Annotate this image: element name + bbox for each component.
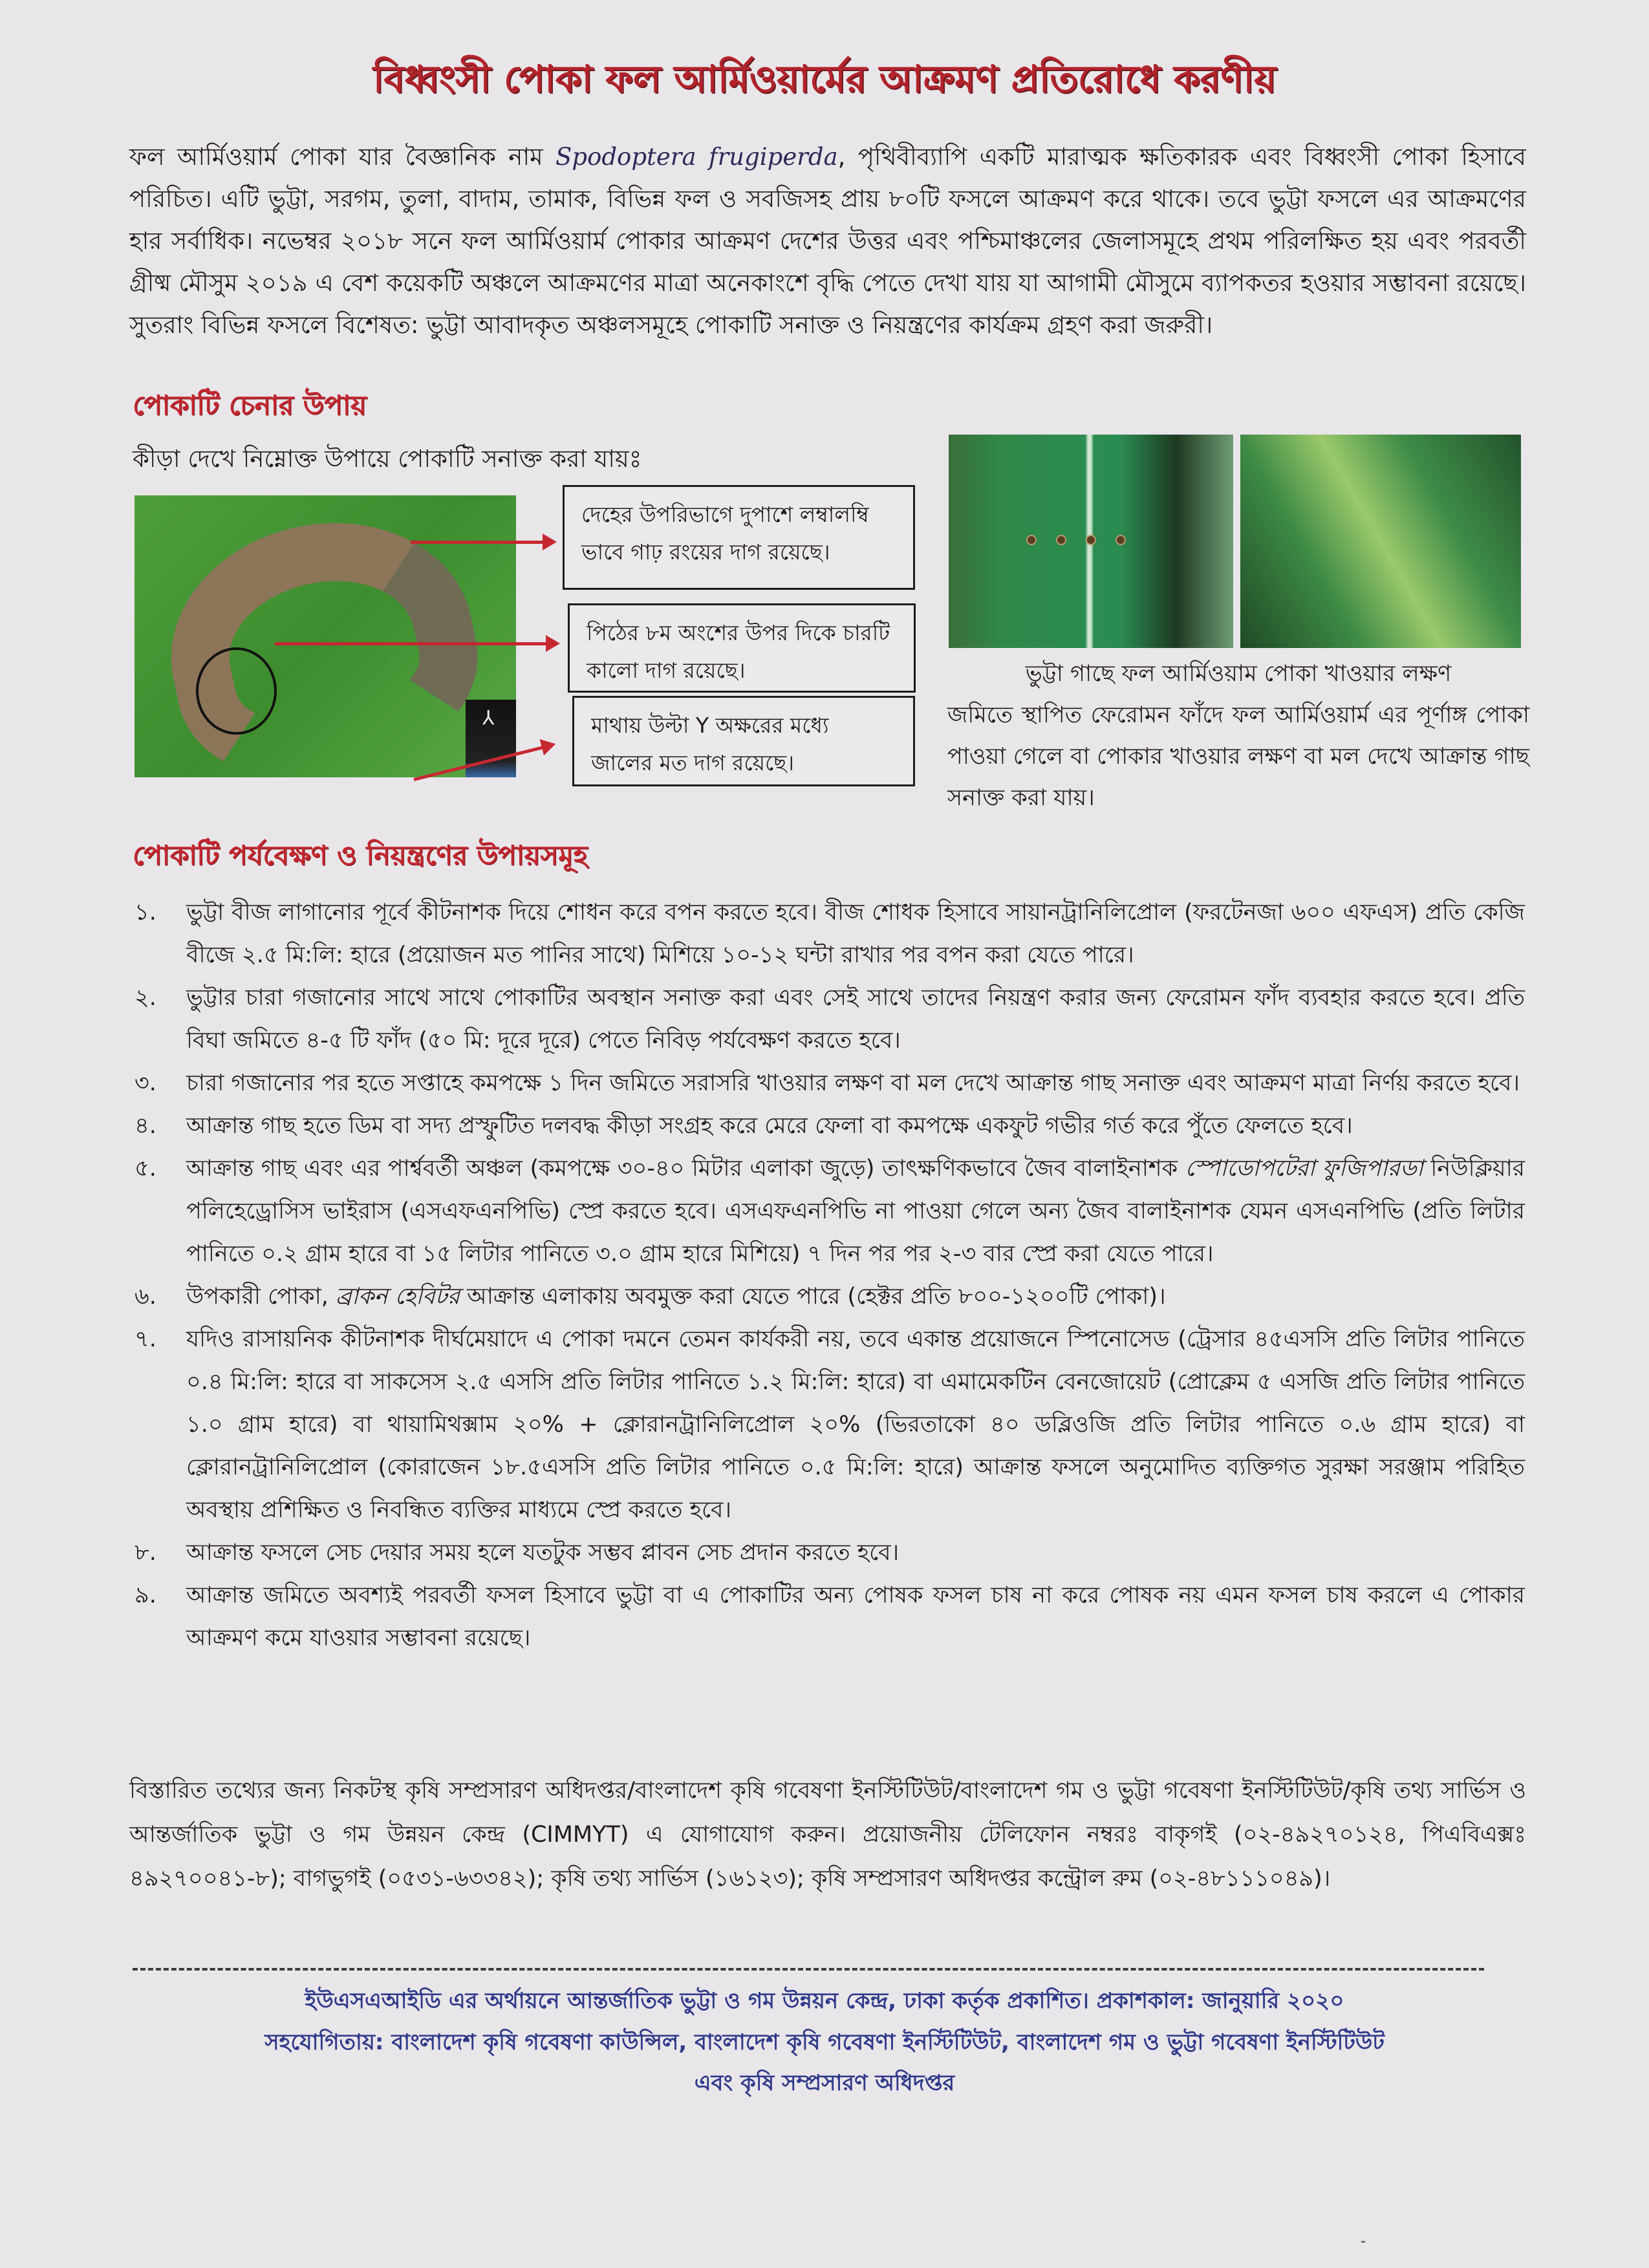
intro-text-rest: , পৃথিবীব্যাপি একটি মারাত্মক ক্ষতিকারক এবং বিধ্বংসী পোকা হিসাবে পরিচিত। এটি ভুট্টা, সরগম, তুলা, বাদাম, তামাক, বিভিন্ন ফল ও সবজিসহ প্রায় ৮০টি ফসলে আক্রমণ করে থাকে। তবে ভুট্টা ফসলে এর আক্রমণের হার সর্বাধিক। নভেম্বর ২০১৮ সনে ফল আর্মিওয়ার্ম পোকার আক্রমণ দেশের উত্তর এবং পশ্চিমাঞ্চলের জেলাসমূহে প্রথম পরিলক্ষিত হয় এবং পরবর্তী গ্রীষ্ম মৌসুম ২০১৯ এ বেশ কয়েকটি অঞ্চলে আক্রমণের মাত্রা অনেকাংশে বৃদ্ধি পেতে দেখা যায় যা আগামী মৌসুমে ব্যাপকতর হওয়ার সম্ভাবনা রয়েছে। সুতরাং বিভিন্ন ফসলে বিশেষত: ভুট্টা আবাদকৃত অঞ্চলসমূহে পোকাটি সনাক্ত ও নিয়ন্ত্রণের কার্যক্রম গ্রহণ করা জরুরী। [129,143,1526,339]
list-item [135,1147,1525,1275]
item-text: আক্রান্ত গাছ হতে ডিম বা সদ্য প্রস্ফুটিত দলবদ্ধ কীড়া সংগ্রহ করে মেরে ফেলা বা কমপক্ষে একফুট গভীর গর্ত করে পুঁতে ফেলতে হবে। [186,1113,1353,1139]
callout-arrow-2 [275,642,556,645]
larva-body-shape [148,495,497,777]
intro-paragraph [129,136,1526,346]
item-text [186,1275,1525,1318]
control-measures-list [135,891,1525,1659]
callout-four-black-spots: পিঠের ৮ম অংশের উপর দিকে চারটি কালো দাগ রয়েছে। [568,603,916,693]
document-title: বিধ্বংসী পোকা ফল আর্মিওয়ার্মের আক্রমণ প্রতিরোধে করণীয় [372,57,1277,101]
list-item [135,977,1525,1062]
item-number: ৩. [135,1070,156,1096]
item-number: ৮. [135,1540,156,1566]
pheromone-trap-note: জমিতে স্থাপিত ফেরোমন ফাঁদে ফল আর্মিওয়ার্ম এর পূর্ণাঙ্গ পোকা পাওয়া গেলে বা পোকার খাওয়ার লক্ষণ বা মল দেখে আক্রান্ত গাছ সনাক্ত করা যায়। [947,702,1529,811]
callout-body-stripes: দেহের উপরিভাগে দুপাশে লম্বালম্বি ভাবে গাঢ় রংয়ের দাগ রয়েছে। [563,485,915,590]
identify-subtext: কীড়া দেখে নিম্নোক্ত উপায়ে পোকাটি সনাক্ত করা যায়ঃ [133,445,642,473]
list-item [135,1318,1525,1531]
collaborators-line-2: এবং কৃষি সম্প্রসারণ অধিদপ্তর [694,2070,955,2096]
leaf-holes [1026,535,1145,548]
photo-caption-block [947,653,1529,819]
photo-caption: ভুট্টা গাছে ফল আর্মিওয়াম পোকা খাওয়ার লক্ষণ [1025,661,1452,687]
list-item [135,1275,1525,1318]
item-text-rest: নিউক্লিয়ার পলিহেড্রোসিস ভাইরাস (এসএফএনপিভি) স্প্রে করতে হবে। এসএফএনপিভি না পাওয়া গেলে অন্য জৈব বালাইনাশক যেমন এসএনপিভি (প্রতি লিটার পানিতে ০.২ গ্রাম হারে বা ১৫ লিটার পানিতে ৩.০ গ্রাম হারে মিশিয়ে) ৭ দিন পর পর ২-৩ বার স্প্রে করা যেতে পারে। [186,1156,1525,1267]
intro-text-start: ফল আর্মিওয়ার্ম পোকা যার বৈজ্ঞানিক নাম [129,143,556,171]
item-text: আক্রান্ত জমিতে অবশ্যই পরবর্তী ফসল হিসাবে ভুট্টা বা এ পোকাটির অন্য পোষক ফসল চাষ না করে পোষক নয় এমন ফসল চাষ করলে এ পোকার আক্রমণ কমে যাওয়ার সম্ভাবনা রয়েছে। [186,1582,1525,1651]
list-item [135,891,1525,977]
scan-speck [1361,2241,1365,2243]
item-text: আক্রান্ত ফসলে সেচ দেয়ার সময় হলে যতটুক সম্ভব প্লাবন সেচ প্রদান করতে হবে। [186,1540,900,1566]
contact-paragraph: বিস্তারিত তথ্যের জন্য নিকটস্থ কৃষি সম্প্রসারণ অধিদপ্তর/বাংলাদেশ কৃষি গবেষণা ইনস্টিটিউট/বাংলাদেশ গম ও ভুট্টা গবেষণা ইনস্টিটিউট/কৃষি তথ্য সার্ভিস ও আন্তর্জাতিক ভুট্টা ও গম উন্নয়ন কেন্দ্র (CIMMYT) এ যোগাযোগ করুন। প্রয়োজনীয় টেলিফোন নম্বরঃ বাকৃগই (০২-৪৯২৭০১২৪, পিএবিএক্সঃ ৪৯২৭০০৪১-৮); বাগভুগই (০৫৩১-৬৩৩৪২); কৃষি তথ্য সার্ভিস (১৬১২৩); কৃষি সম্প্রসারণ অধিদপ্তর কন্ট্রোল রুম (০২-৪৮১১১০৪৯)। [129,1778,1526,1892]
item-text: চারা গজানোর পর হতে সপ্তাহে কমপক্ষে ১ দিন জমিতে সরাসরি খাওয়ার লক্ষণ বা মল দেখে আক্রান্ত গাছ সনাক্ত এবং আক্রমণ মাত্রা নির্ণয় করতে হবে। [186,1070,1520,1096]
item-number: ৭. [135,1326,156,1352]
item-number: ৬. [135,1284,156,1310]
list-item [135,1062,1525,1105]
publisher-line: ইউএসএআইডি এর অর্থায়নে আন্তর্জাতিক ভুট্টা ও গম উন্নয়ন কেন্দ্র, ঢাকা কর্তৃক প্রকাশিত। প্রকাশকাল: জানুয়ারি ২০২০ [305,1988,1344,2014]
item-text: যদিও রাসায়নিক কীটনাশক দীর্ঘমেয়াদে এ পোকা দমনে তেমন কার্যকরী নয়, তবে একান্ত প্রয়োজনে স্পিনোসেড (ট্রেসার ৪৫এসসি প্রতি লিটার পানিতে ০.৪ মি:লি: হারে বা সাকসেস ২.৫ এসসি প্রতি লিটার পানিতে ১.২ মি:লি: হারে) বা এমামেকটিন বেনজোয়েট (প্রোক্লেম ৫ এসজি প্রতি লিটার পানিতে ১.০ গ্রাম হারে) বা থায়ামিথক্সাম ২০% + ক্লোরানট্রানিলিপ্রোল ২০% (ভিরতাকো ৪০ ডব্লিওজি প্রতি লিটার পানিতে ০.৬ গ্রাম হারে) বা ক্লোরানট্রানিলিপ্রোল (কোরাজেন ১৮.৫এসসি প্রতি লিটার পানিতে ০.৫ মি:লি: হারে) আক্রান্ত ফসলে অনুমোদিত ব্যক্তিগত সুরক্ষা সরঞ্জাম পরিহিত অবস্থায় প্রশিক্ষিত ও নিবন্ধিত ব্যক্তির মাধ্যমে স্প্রে করতে হবে। [186,1326,1525,1523]
callout-inverted-y-head: মাথায় উল্টা Y অক্ষরের মধ্যে জালের মত দাগ রয়েছে। [572,696,915,786]
identify-heading: পোকাটি চেনার উপায় [133,389,367,421]
list-item [135,1574,1525,1659]
item-text-rest: আক্রান্ত এলাকায় অবমুক্ত করা যেতে পারে (হেক্টর প্রতি ৮০০-১২০০টি পোকা)। [460,1284,1166,1310]
item-text-start: উপকারী পোকা, [186,1284,336,1310]
item-number: ২. [135,985,156,1011]
virus-species-name: স্পোডোপটেরা ফুজিপারডা [1185,1156,1423,1182]
list-item [135,1105,1525,1147]
item-number: ৪. [135,1113,156,1139]
maize-leaf-damage-photo-2 [1240,435,1521,648]
item-text: ভুট্টা বীজ লাগানোর পূর্বে কীটনাশক দিয়ে শোধন করে বপন করতে হবে। বীজ শোধক হিসাবে সায়ানট্রানিলিপ্রোল (ফরটেনজা ৬০০ এফএস) প্রতি কেজি বীজে ২.৫ মি:লি: হারে (প্রয়োজন মত পানির সাথে) মিশিয়ে ১০-১২ ঘন্টা রাখার পর বপন করা যেতে পারে। [186,900,1525,968]
four-spots-highlight [196,647,277,735]
caterpillar-photo [135,495,516,777]
dashed-divider [133,1968,1484,1971]
item-text-start: আক্রান্ত গাছ এবং এর পার্শ্ববর্তী অঞ্চল (কমপক্ষে ৩০-৪০ মিটার এলাকা জুড়ে) তাৎক্ষণিকভাবে জৈব বালাইনাশক [186,1156,1185,1182]
control-heading: পোকাটি পর্যবেক্ষণ ও নিয়ন্ত্রণের উপায়সমূহ [133,839,588,871]
item-text: ভুট্টার চারা গজানোর সাথে সাথে পোকাটির অবস্থান সনাক্ত করা এবং সেই সাথে তাদের নিয়ন্ত্রণ করার জন্য ফেরোমন ফাঁদ ব্যবহার করতে হবে। প্রতি বিঘা জমিতে ৪-৫ টি ফাঁদ (৫০ মি: দূরে দূরে) পেতে নিবিড় পর্যবেক্ষণ করতে হবে। [186,985,1525,1053]
item-number: ৯. [135,1582,156,1608]
parasitoid-name: ব্রাকন হেবিটর [336,1284,460,1310]
collaborators-line: সহযোগিতায়: বাংলাদেশ কৃষি গবেষণা কাউন্সিল, বাংলাদেশ কৃষি গবেষণা ইনস্টিটিউট, বাংলাদেশ গম ও ভুট্টা গবেষণা ইনস্টিটিউট [264,2029,1385,2055]
scientific-name: Spodoptera frugiperda [555,143,838,171]
item-text [186,1147,1525,1275]
maize-leaf-damage-photo-1 [949,435,1233,648]
item-number: ৫. [135,1156,156,1182]
item-number: ১. [135,900,156,925]
list-item [135,1531,1525,1574]
callout-arrow-1 [411,541,553,544]
